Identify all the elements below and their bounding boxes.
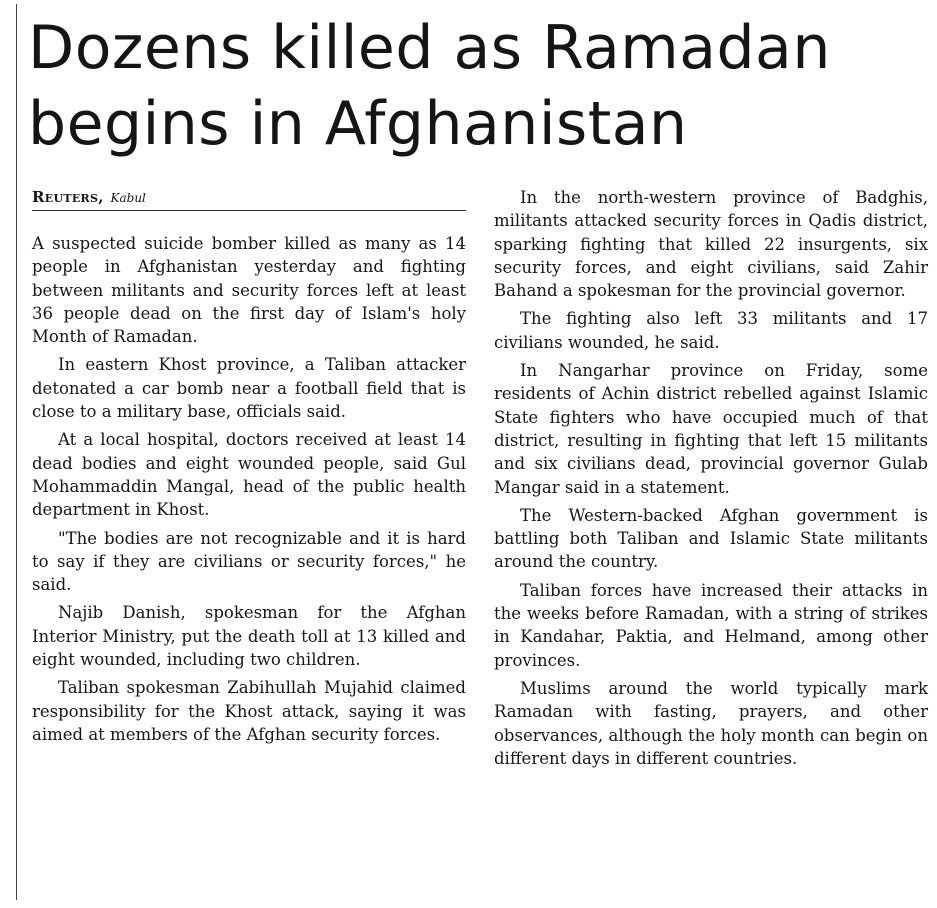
- paragraph: The Western-backed Afghan government is battling both Taliban and Islamic State militants around the country.: [494, 505, 928, 572]
- paragraph: A suspected suicide bomber killed as many as 14 people in Afghanistan yesterday and fighting between militants and security forces left at least 36 people dead on the first day of Islam's holy Month of Ramadan.: [32, 234, 466, 347]
- paragraph: At a local hospital, doctors received at least 14 dead bodies and eight wounded people, said Gul Mohammaddin Mangal, head of the public health department in Khost.: [32, 430, 466, 520]
- paragraph: In Nangarhar province on Friday, some residents of Achin district rebelled against Islamic State fighters who have occupied much of that district, resulting in fighting that left 15 militants and six civilians dead, provincial governor Gulab Mangar said in a statement.: [494, 361, 928, 497]
- article-column-left: [32, 232, 466, 751]
- paragraph: Najib Danish, spokesman for the Afghan Interior Ministry, put the death toll at 13 killed and eight wounded, including two children.: [32, 603, 466, 670]
- paragraph: Taliban forces have increased their attacks in the weeks before Ramadan, with a string of strikes in Kandahar, Paktia, and Helmand, among other provinces.: [494, 580, 928, 670]
- byline-agency: Reuters,: [32, 188, 104, 206]
- paragraph: Taliban spokesman Zabihullah Mujahid claimed responsibility for the Khost attack, saying it was aimed at members of the Afghan security forces.: [32, 678, 466, 744]
- paragraph: In the north-western province of Badghis, militants attacked security forces in Qadis district, sparking fighting that killed 22 insurgents, six security forces, and eight civilians, said Zahir Bahand a spokesman for the provincial governor.: [494, 188, 928, 301]
- byline-dateline: Kabul: [110, 191, 146, 205]
- byline: [32, 186, 466, 211]
- headline-line-2: begins in Afghanistan: [28, 89, 688, 159]
- headline-line-1: Dozens killed as Ramadan: [28, 13, 831, 83]
- article-column-right: [494, 186, 928, 775]
- column-rule: [16, 4, 17, 900]
- paragraph: "The bodies are not recognizable and it is hard to say if they are civilians or security forces," he said.: [32, 528, 466, 595]
- paragraph: In eastern Khost province, a Taliban attacker detonated a car bomb near a football field that is close to a military base, officials said.: [32, 355, 466, 422]
- paragraph: The fighting also left 33 militants and 17 civilians wounded, he said.: [494, 309, 928, 352]
- headline: [28, 10, 928, 162]
- paragraph: Muslims around the world typically mark Ramadan with fasting, prayers, and other observances, although the holy month can begin on different days in different countries.: [494, 678, 928, 768]
